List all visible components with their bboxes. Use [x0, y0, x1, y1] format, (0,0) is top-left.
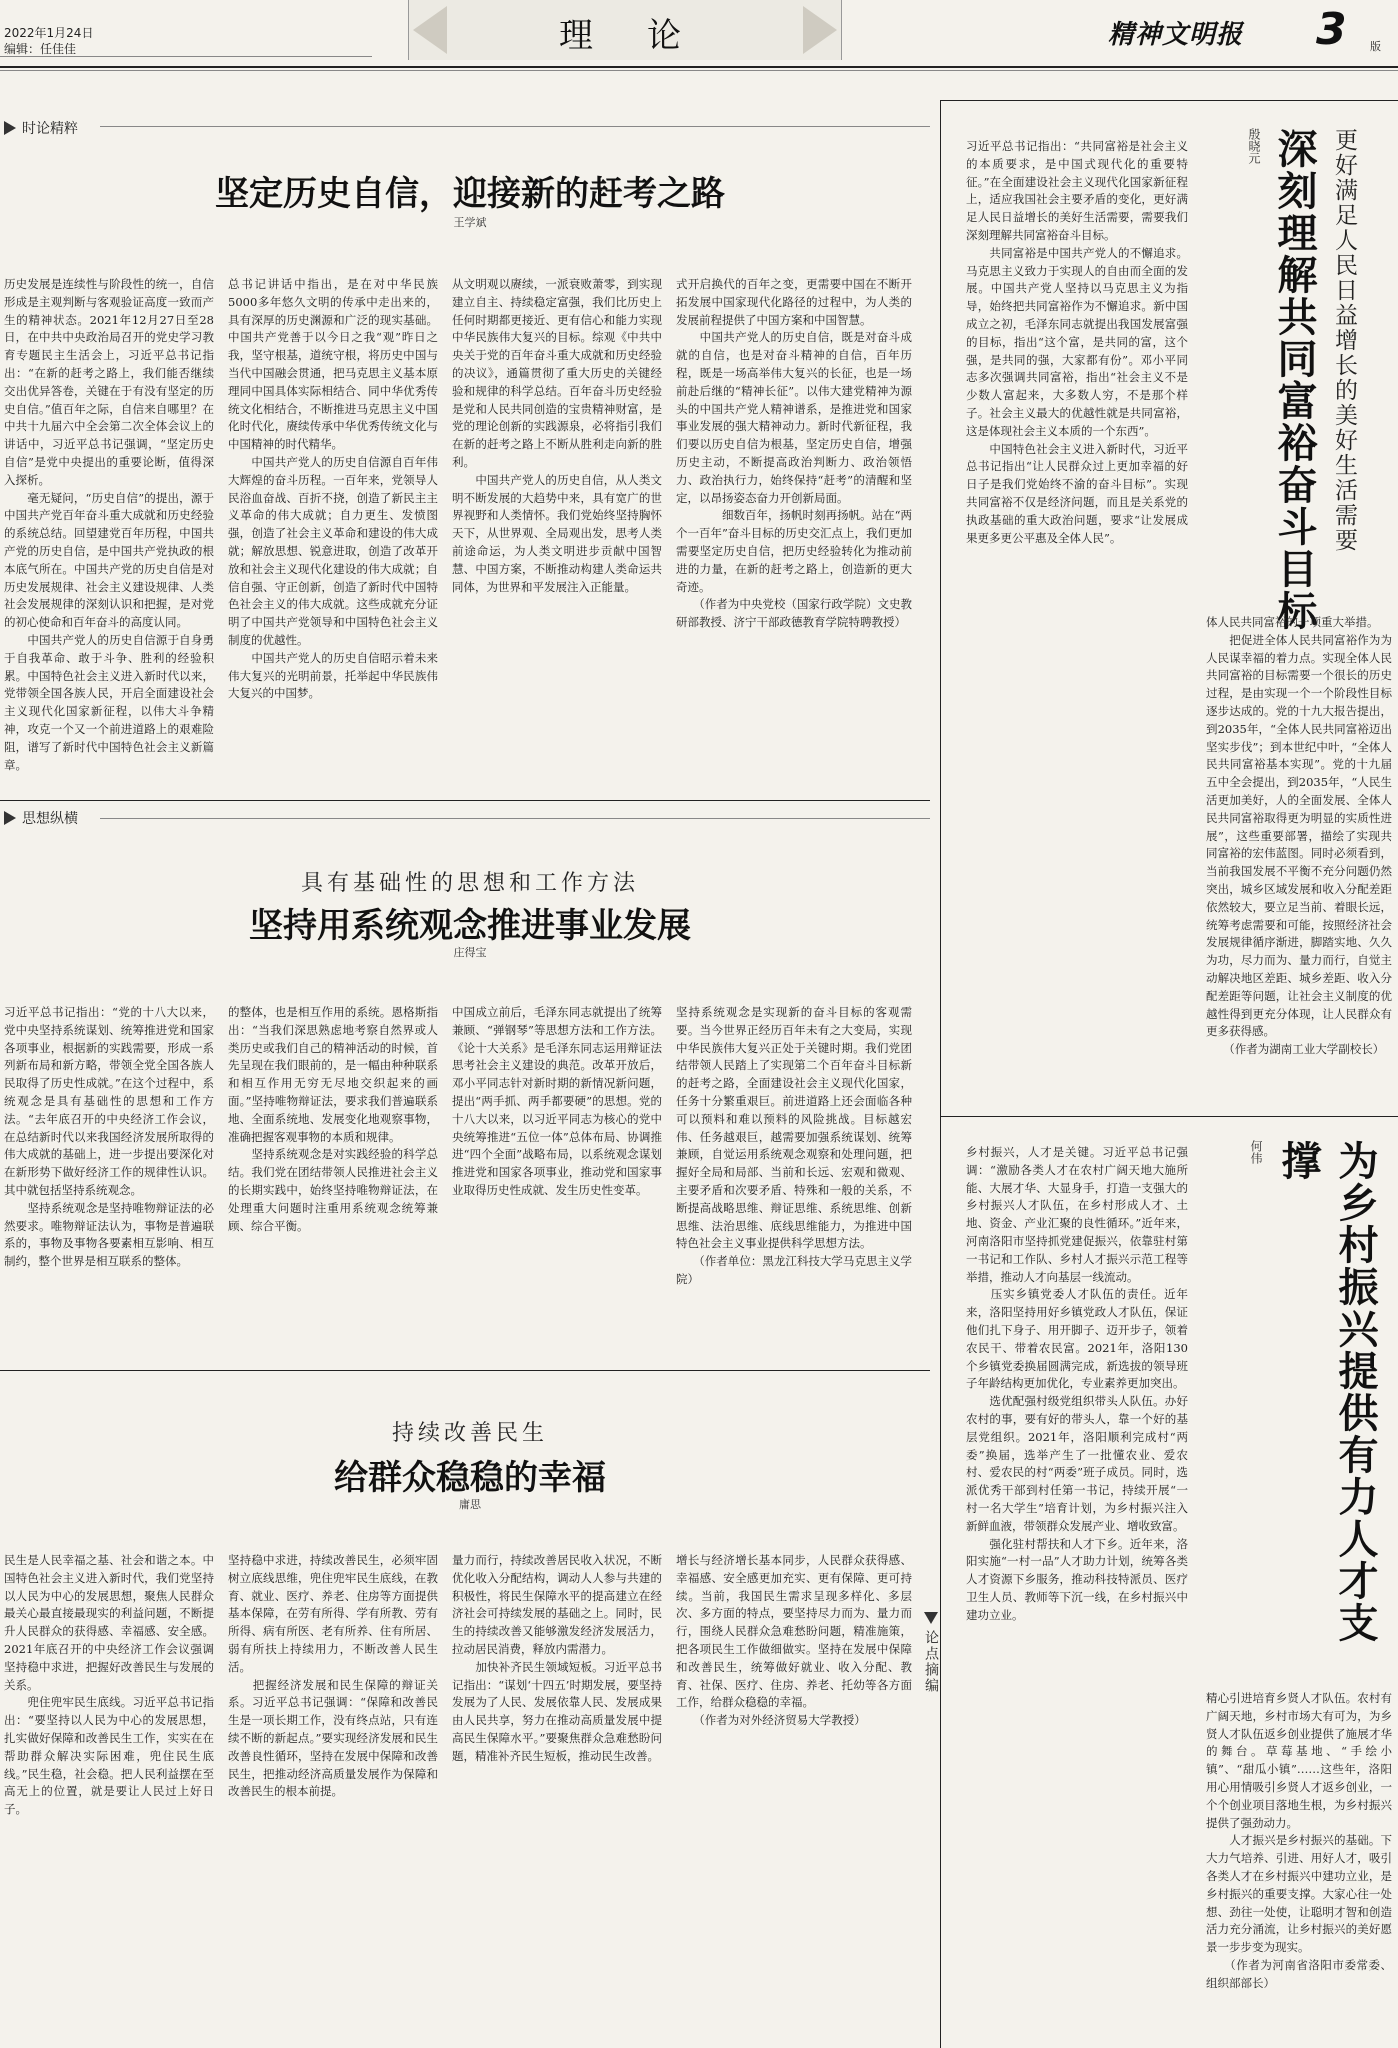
article-3-author: 庸思 — [459, 1498, 481, 1511]
article-5-author: 何伟 — [1249, 1140, 1263, 1164]
article-4-bottom-rule — [940, 1116, 1398, 1117]
article-1-col-3: 从文明观以赓续，一派衰败萧零，到实现建立自主、持续稳定富强，我们比历史上任何时期都更接近、更有信心和能力实现中华民族伟大复兴的目标。综观《中共中央关于党的百年奋斗重大成就和历史经验的决议》，通篇贯彻了重大历史的关键经验和规律的科学总结。百年奋斗历史经验是党和人民共同创造的宝贵精神财富，是党的理论创新的实践源泉，必将指引我们在新的赶考之路上不断从胜利走向新的胜利。 中国共产党人的历史自信，从人类文明不断发展的大趋势中来，具有宽广的世界视野和人类情怀。我们党始终坚持胸怀天下，从世界观、全局观出发，思考人类前途命运，为人类文明进步贡献中国智慧、中国方案，不断推动构建人类命运共同体，为世界和平发展注入正能量。 — [452, 277, 662, 594]
right-column-top-rule — [940, 100, 1398, 101]
masthead-name: 精神文明报 — [1108, 20, 1244, 50]
column-label-2 — [4, 808, 78, 828]
column-label-text: 思想纵横 — [22, 811, 78, 827]
label-2-line — [100, 818, 930, 819]
article-2-title: 坚持用系统观念推进事业发展 — [249, 906, 691, 946]
column-label-1 — [4, 118, 78, 138]
article-5-col-1: 乡村振兴，人才是关键。习近平总书记强调：“激励各类人才在农村广阔天地大施所能、大展才华、大显身手，打造一支强大的乡村振兴人才队伍，在乡村形成人才、土地、资金、产业汇聚的良性循环。”近年来，河南洛阳市坚持抓党建促振兴，依靠驻村第一书记和工作队、乡村人才振兴示范工程等举措，推动人才向基层一线流动。 压实乡镇党委人才队伍的责任。近年来，洛阳坚持用好乡镇党政人才队伍，保证他们扎下身子、用开脚子、迈开步子，领着农民干、带着农民富。2021年，洛阳130个乡镇党委换届圆满完成，新选拔的领导班子年龄结构更加优化，专业素养更加突出。 选优配强村级党组织带头人队伍。办好农村的事，要有好的带头人，靠一个好的基层党组织。2021年，洛阳顺利完成村“两委”换届，选举产生了一批懂农业、爱农村、爱农民的村“两委”班子成员。同时，选派优秀干部到村任第一书记，持续开展“一村一名大学生”培育计划，为乡村振兴注入新鲜血液，带领群众发展产业、增收致富。 强化驻村帮扶和人才下乡。近年来，洛阳实施“一村一品”人才助力计划，统筹各类人才资源下乡服务，推动科技特派员、医疗卫生人员、教师等下沉一线，在乡村振兴中建功立业。 — [966, 1145, 1188, 1622]
label-1-line — [100, 126, 930, 127]
article-3-col-4: 增长与经济增长基本同步，人民群众获得感、幸福感、安全感更加充实、更有保障、更可持续。当前，我国民生需求呈现多样化、多层次、多方面的特点，要坚持尽力而为、量力而行，围绕人民群众急难愁盼问题，精准施策，把各项民生工作做细做实。坚持在发展中保障和改善民生，统筹做好就业、收入分配、教育、社保、医疗、住房、养老、托幼等各方面工作，给群众稳稳的幸福。 （作者为对外经济贸易大学教授） — [676, 1553, 912, 1728]
page-number: 3 — [1316, 4, 1347, 55]
article-3-kicker: 持续改善民生 — [391, 1421, 548, 1446]
article-1-col-2: 总书记讲话中指出，是在对中华民族5000多年悠久文明的传承中走出来的，具有深厚的历史渊源和广泛的现实基础。中国共产党善于以今日之我“观”昨日之我，坚守根基，道统守根，将历史中国与当代中国融会贯通，把马克思主义基本原理同中国具体实际相结合、同中华优秀传统文化相结合，不断推进马克思主义中国化时代化，赓续传承中华优秀传统文化与中国精神的时代精华。 中国共产党人的历史自信源自百年伟大辉煌的奋斗历程。一百年来，党领导人民浴血奋战、百折不挠，创造了新民主主义革命的伟大成就；自力更生、发愤图强，创造了社会主义革命和建设的伟大成就；解放思想、锐意进取，创造了改革开放和社会主义现代化建设的伟大成就；自信自强、守正创新，创造了新时代中国特色社会主义的伟大成就。这些成就充分证明了中国共产党领导和中国特色社会主义制度的优越性。 中国共产党人的历史自信昭示着未来伟大复兴的光明前景，托举起中华民族伟大复兴的中国梦。 — [228, 277, 438, 701]
label-arrow-icon — [4, 121, 16, 135]
section-banner — [408, 0, 842, 60]
article-4-subtitle: 更好满足人民日益增长的美好生活需要 — [1331, 128, 1357, 553]
header-date: 2022年1月24日 — [4, 26, 94, 40]
header-underline-left — [0, 56, 372, 57]
section-title: 理 论 — [559, 16, 691, 56]
article-4-col-2: 体人民共同富裕的一项重大举措。 把促进全体人民共同富裕作为为人民谋幸福的着力点。实现全体人民共同富裕的目标需要一个很长的历史过程，是由实现一个一个阶段性目标逐步达成的。党的十九大报告提出，到2035年，“全体人民共同富裕迈出坚实步伐”；到本世纪中叶，“全体人民共同富裕基本实现”。党的十九届五中全会提出，到2035年，“人民生活更加美好，人的全面发展、全体人民共同富裕取得更为明显的实质性进展”，这些重要部署，描绘了实现共同富裕的宏伟蓝图。同时必须看到，当前我国发展不平衡不充分问题仍然突出，城乡区域发展和收入分配差距依然较大，要立足当前、着眼长远，统筹考虑需要和可能，按照经济社会发展规律循序渐进，脚踏实地、久久为功，尽力而为、量力而行，自觉主动解决地区差距、城乡差距、收入分配差距等问题，让社会主义制度的优越性得到更充分体现，让人民群众有更多获得感。 （作者为湖南工业大学副校长） — [1206, 615, 1392, 1057]
article-2-col-2: 的整体，也是相互作用的系统。恩格斯指出：“当我们深思熟虑地考察自然界或人类历史或我们自己的精神活动的时候，首先呈现在我们眼前的，是一幅由种种联系和相互作用无穷无尽地交织起来的画面。”坚持唯物辩证法，要求我们普遍联系地、全面系统地、发展变化地观察事物，准确把握客观事物的本质和规律。 坚持系统观念是对实践经验的科学总结。我们党在团结带领人民推进社会主义的长期实践中，始终坚持唯物辩证法，在处理重大问题时注重用系统观念统筹兼顾、综合平衡。 — [228, 1005, 438, 1233]
article-2-col-1: 习近平总书记指出：“党的十八大以来，党中央坚持系统谋划、统筹推进党和国家各项事业，根据新的实践需要，形成一系列新布局和新方略，带领全党全国各族人民取得了历史性成就。”在这个过程中，系统观念是具有基础性的思想和工作方法。“去年底召开的中央经济工作会议，在总结新时代以来我国经济发展所取得的伟大成就的基础上，进一步提出要深化对在新形势下做好经济工作的规律性认识。其中就包括坚持系统观念。 坚持系统观念是坚持唯物辩证法的必然要求。唯物辩证法认为，事物是普遍联系的，事物及事物各要素相互影响、相互制约，整个世界是相互联系的整体。 — [4, 1005, 214, 1269]
article-2-author: 庄得宝 — [453, 946, 487, 959]
article-2-col-3: 中国成立前后，毛泽东同志就提出了统筹兼顾、“弹钢琴”等思想方法和工作方法。《论十大关系》是毛泽东同志运用辩证法思考社会主义建设的典范。改革开放后，邓小平同志针对新时期的新情况新问题，提出“两手抓、两手都要硬”的思想。党的十八大以来，以习近平同志为核心的党中央统筹推进“五位一体”总体布局、协调推进“四个全面”战略布局，以系统观念谋划推进党和国家各项事业，推动党和国家事业取得历史性成就、发生历史性变革。 — [452, 1005, 662, 1197]
article-5-title: 为乡村振兴提供有力人才支撑 — [1275, 1140, 1378, 1644]
article-3-title: 给群众稳稳的幸福 — [334, 1458, 606, 1498]
article-2-kicker: 具有基础性的思想和工作方法 — [300, 871, 639, 896]
article-1-bottom-rule — [0, 800, 930, 801]
header-rule — [0, 66, 1398, 68]
article-4-col-1: 习近平总书记指出：“共同富裕是社会主义的本质要求，是中国式现代化的重要特征。”在全面建设社会主义现代化国家新征程上，适应我国社会主要矛盾的变化，更好满足人民日益增长的美好生活需要，需要我们深刻理解共同富裕奋斗目标。 共同富裕是中国共产党人的不懈追求。马克思主义致力于实现人的自由而全面的发展。中国共产党人坚持以马克思主义为指导，始终把共同富裕作为不懈追求。新中国成立之初，毛泽东同志就提出我国发展富强的目标，指出“这个富，是共同的富，这个强，是共同的强，大家都有份”。邓小平同志多次强调共同富裕，指出“社会主义不是少数人富起来，大多数人穷，不是那个样子。社会主义最大的优越性就是共同富裕，这是体现社会主义本质的一个东西”。 中国特色社会主义进入新时代，习近平总书记指出“让人民群众过上更加幸福的好日子是我们党始终不渝的奋斗目标”。实现共同富裕不仅是经济问题，而且是关系党的执政基础的重大政治问题，要求“让发展成果更多更公平惠及全体人民”。 — [966, 139, 1188, 545]
article-2-col-4: 坚持系统观念是实现新的奋斗目标的客观需要。当今世界正经历百年未有之大变局，实现中华民族伟大复兴正处于关键时期。我们党团结带领人民踏上了实现第二个百年奋斗目标新的赶考之路，全面建设社会主义现代化国家，任务十分繁重艰巨。前进道路上还会面临各种可以预料和难以预料的风险挑战。目标越宏伟、任务越艰巨，越需要加强系统谋划、统筹兼顾，自觉运用系统观念观察和处理问题，把握好全局和局部、当前和长远、宏观和微观、主要矛盾和次要矛盾、特殊和一般的关系，不断提高战略思维、辩证思维、系统思维、创新思维、法治思维、底线思维能力，为推进中国特色社会主义事业提供科学思想方法。 （作者单位：黑龙江科技大学马克思主义学院） — [676, 1005, 912, 1286]
article-3-col-2: 坚持稳中求进，持续改善民生，必须牢固树立底线思维，兜住兜牢民生底线，在教育、就业、医疗、养老、住房等方面提供基本保障，在劳有所得、学有所教、劳有所得、病有所医、老有所养、住有所居、弱有所扶上持续用力，不断改善人民生活。 把握经济发展和民生保障的辩证关系。习近平总书记强调：“保障和改善民生是一项长期工作，没有终点站，只有连续不断的新起点。”要实现经济发展和民生改善良性循环，坚持在发展中保障和改善民生，把推动经济高质量发展作为保障和改善民生的根本前提。 — [228, 1553, 438, 1799]
article-5-col-2: 精心引进培育乡贤人才队伍。农村有广阔天地，乡村市场大有可为，为乡贤人才队伍返乡创业提供了施展才华的舞台。草莓基地、“手绘小镇”、“甜瓜小镇”……这些年，洛阳用心用情吸引乡贤人才返乡创业，一个个创业项目落地生根，为乡村振兴提供了强劲动力。 人才振兴是乡村振兴的基础。下大力气培养、引进、用好人才，吸引各类人才在乡村振兴中建功立业，是乡村振兴的重要支撑。大家心往一处想、劲往一处使，让聪明才智和创造活力充分涌流，让乡村振兴的美好愿景一步步变为现实。 （作者为河南省洛阳市委常委、组织部部长） — [1206, 1691, 1392, 1990]
page-suffix: 版 — [1370, 40, 1381, 53]
article-4-title: 深刻理解共同富裕奋斗目标 — [1271, 128, 1317, 632]
label-arrow-icon — [4, 811, 16, 825]
column-label-text: 时论精粹 — [22, 121, 78, 137]
article-1-col-1: 历史发展是连续性与阶段性的统一，自信形成是主观判断与客观验证高度一致而产生的精神状态。2021年12月27日至28日，在中共中央政治局召开的党史学习教育专题民主生活会上，习近平总书记指出：“在新的赶考之路上，我们能否继续交出优异答卷，关键在于有没有坚定的历史自信。”值百年之际，自信来自哪里？在中共十九届六中全会第二次全体会议上的讲话中，习近平总书记强调，“坚定历史自信”是党中央提出的重要论断，值得深入探析。 毫无疑问，“历史自信”的提出，源于中国共产党百年奋斗重大成就和历史经验的系统总结。回望建党百年历程，中国共产党的历史自信，是中国共产党执政的根本底气所在。中国共产党的历史自信是对历史发展规律、社会主义建设规律、人类社会发展规律的深刻认识和把握，是对党的初心使命和百年奋斗的高度认同。 中国共产党人的历史自信源于自身勇于自我革命、敢于斗争、胜利的经验积累。中国特色社会主义进入新时代以来，党带领全国各族人民，开启全面建设社会主义现代化国家新征程，以伟大斗争精神，攻克一个又一个前进道路上的艰难险阻，谱写了新时代中国特色社会主义新篇章。 — [4, 277, 214, 772]
right-column-border — [940, 100, 941, 2048]
article-1-author: 王学斌 — [453, 216, 487, 229]
article-3-col-3: 量力而行，持续改善居民收入状况，不断优化收入分配结构，调动人人参与共建的积极性，将民生保障水平的提高建立在经济社会可持续发展的基础之上。同时，民生的持续改善又能够激发经济发展活力，拉动居民消费，释放内需潜力。 加快补齐民生领域短板。习近平总书记指出：“谋划‘十四五’时期发展，要坚持发展为了人民、发展依靠人民、发展成果由人民共享，努力在推动高质量发展中提高民生保障水平。”要聚焦群众急难愁盼问题，精准补齐民生短板，推动民生改善。 — [452, 1553, 662, 1763]
column-label-3 — [920, 1612, 942, 1694]
column-label-text: 论点摘编 — [923, 1630, 939, 1694]
article-1-title: 坚定历史自信，迎接新的赶考之路 — [215, 174, 725, 214]
article-1-col-4: 式开启换代的百年之变，更需要中国在不断开拓发展中国家现代化路径的过程中，为人类的发展前程提供了中国方案和中国智慧。 中国共产党人的历史自信，既是对奋斗成就的自信，也是对奋斗精神的自信，百年历程，既是一场高举伟大复兴的长征，也是一场前赴后继的“精神长征”。以伟大建党精神为源头的中国共产党人精神谱系，是推进党和国家事业发展的强大精神动力。新时代新征程，我们要以历史自信为根基，坚定历史自信，增强历史主动，不断提高政治判断力、政治领悟力、政治执行力，始终保持“赶考”的清醒和坚定，以昂扬姿态奋力开创新局面。 细数百年，扬帆时刻再扬帆。站在“两个一百年”奋斗目标的历史交汇点上，我们更加需要坚定历史自信，把历史经验转化为推动前进的力量，在新的赶考之路上，创造新的更大奇迹。 （作者为中央党校（国家行政学院）文史教研部教授、济宁干部政德教育学院特聘教授） — [676, 277, 912, 630]
header-rule-thin — [0, 70, 1398, 71]
header-editor: 编辑：任佳佳 — [4, 42, 77, 56]
label-arrow-icon — [924, 1612, 938, 1624]
article-2-bottom-rule — [0, 1370, 930, 1371]
article-3-col-1: 民生是人民幸福之基、社会和谐之本。中国特色社会主义进入新时代，我们党坚持以人民为中心的发展思想，聚焦人民群众最关心最直接最现实的利益问题，不断提升人民群众的获得感、幸福感、安全感。2021年底召开的中央经济工作会议强调坚持稳中求进，把握好改善民生与发展的关系。 兜住兜牢民生底线。习近平总书记指出：“要坚持以人民为中心的发展思想，扎实做好保障和改善民生工作，实实在在帮助群众解决实际困难，兜住民生底线。”民生稳，社会稳。把人民利益摆在至高无上的位置，就是要让人民过上好日子。 — [4, 1553, 214, 1817]
article-4-author: 殷晓元 — [1247, 128, 1261, 164]
